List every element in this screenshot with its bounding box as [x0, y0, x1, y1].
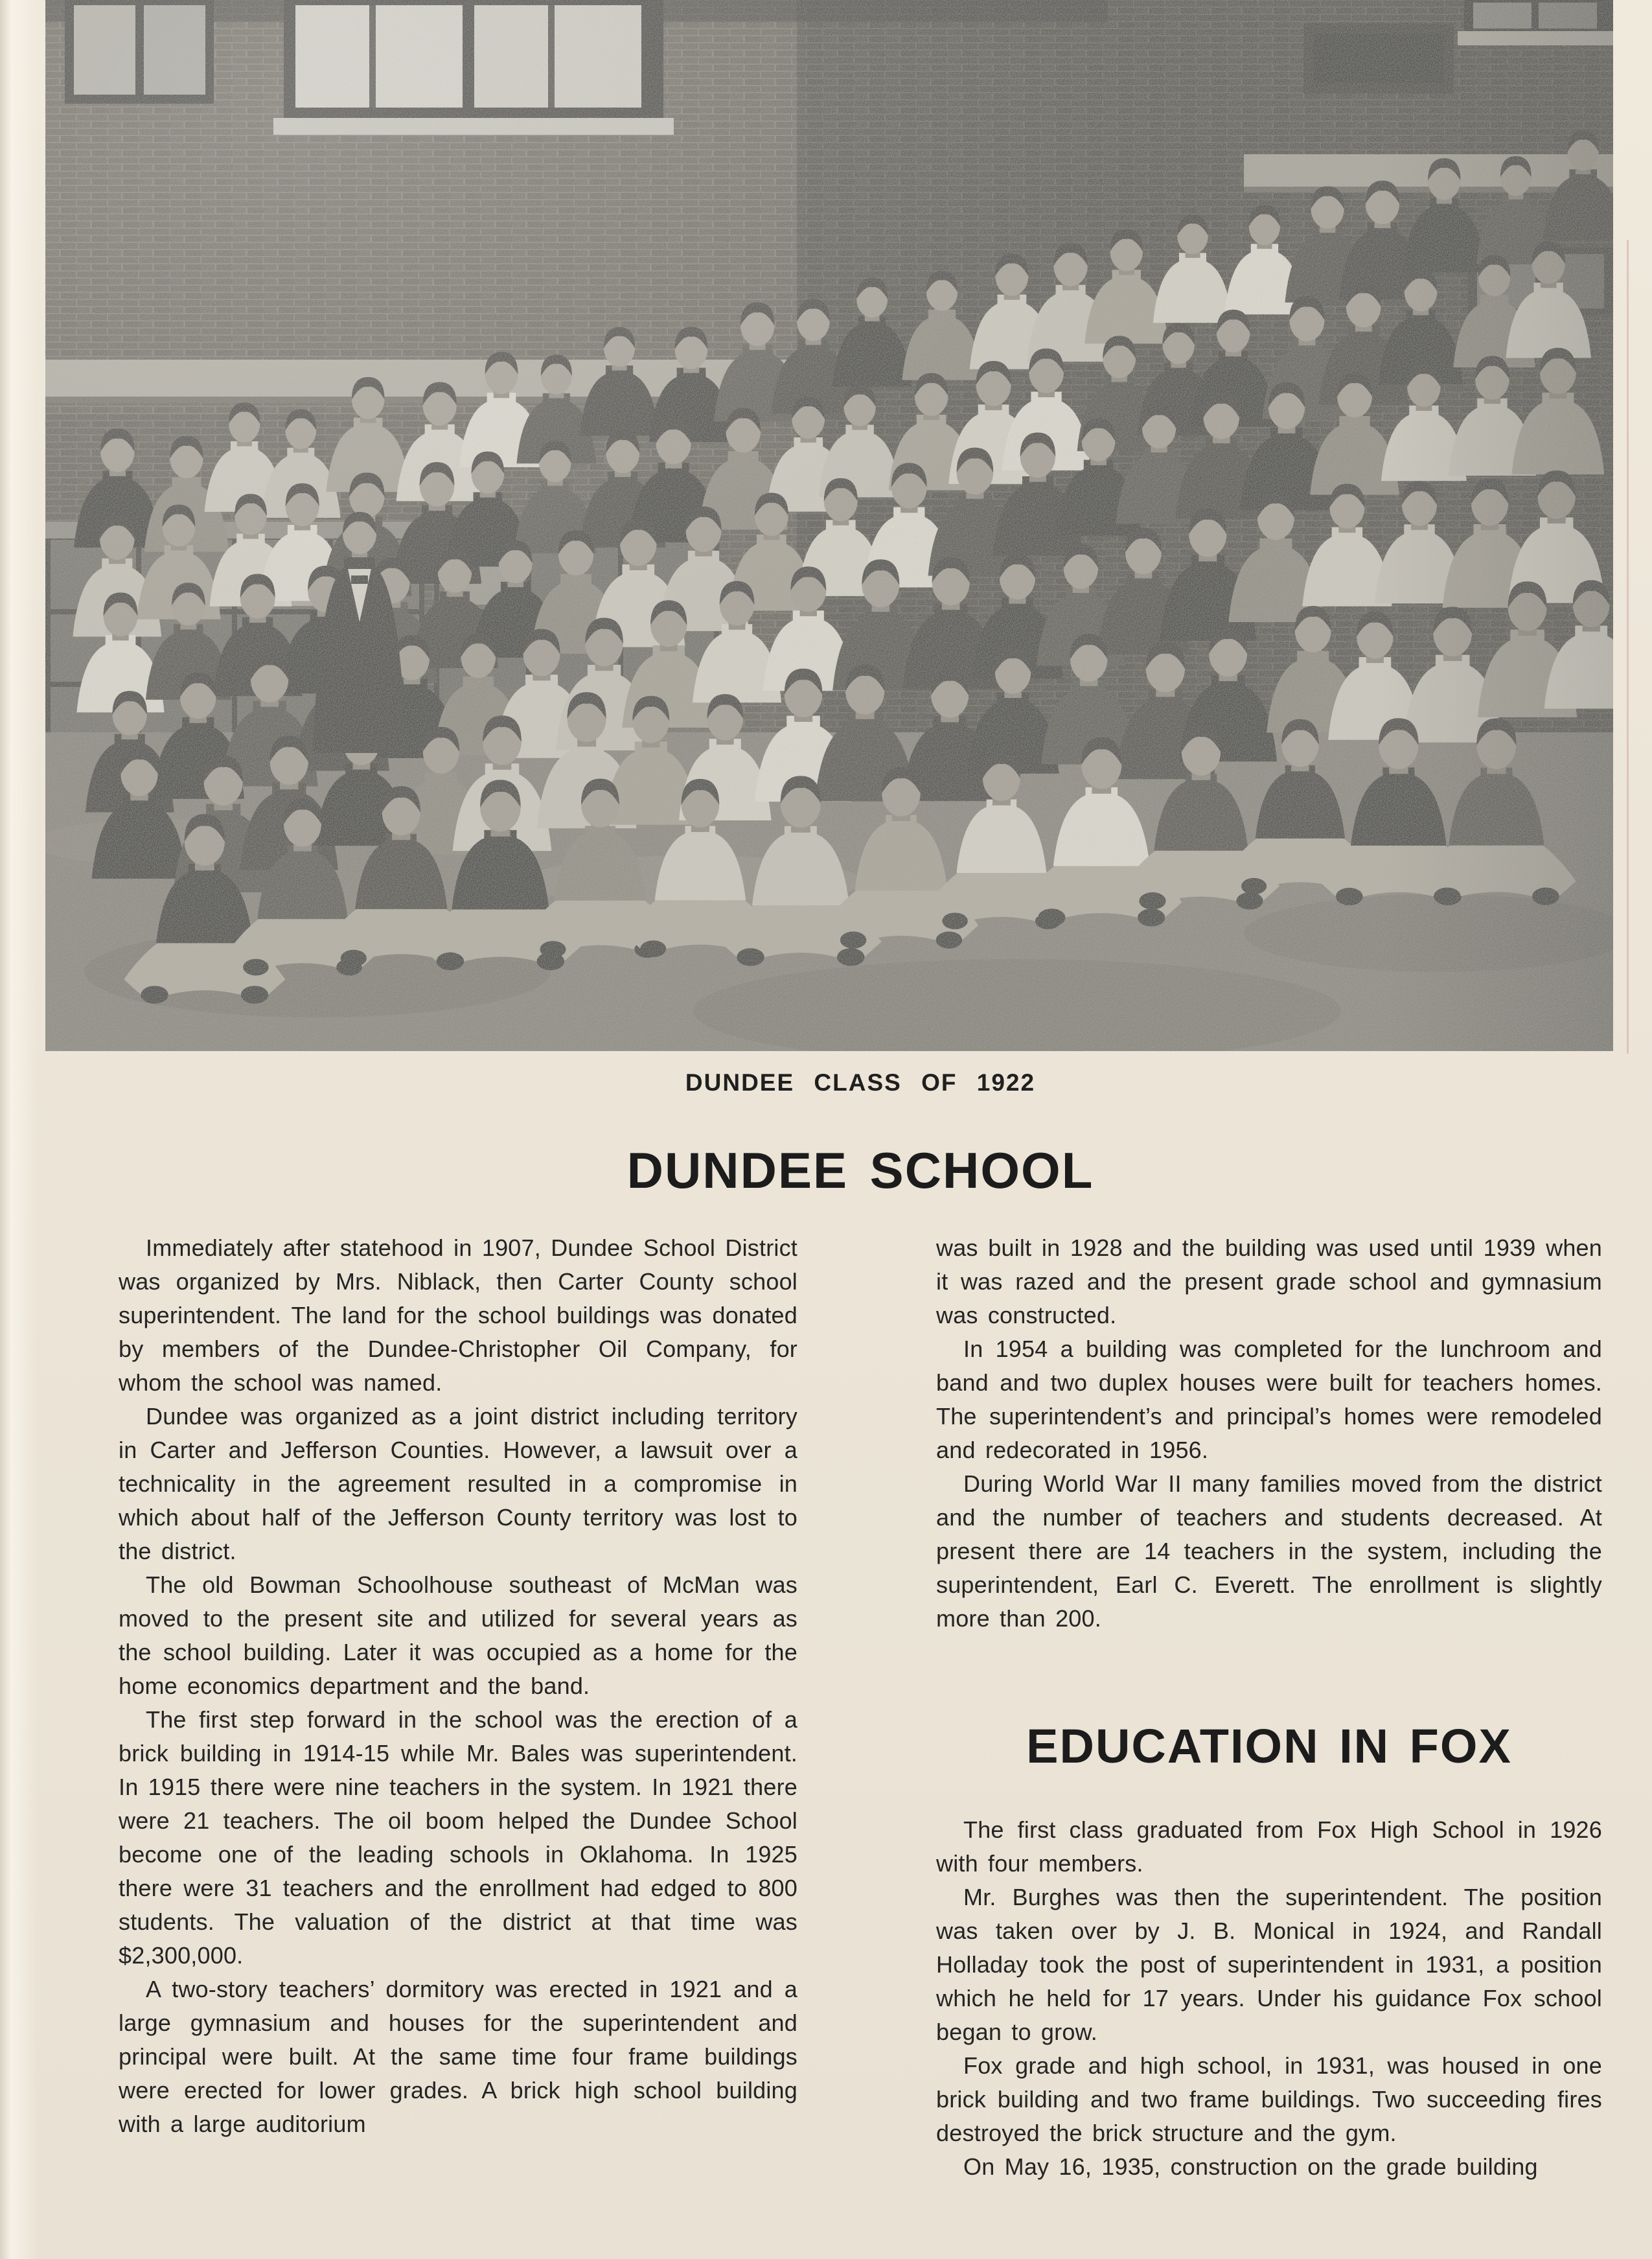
article-title: DUNDEE SCHOOL: [626, 1142, 1094, 1199]
paragraph: Immediately after statehood in 1907, Dundee School District was organized by Mrs. Niblack, then Carter County school superintendent. The land for the school buildings was donated by members of the Dundee-Christopher Oil Company, for whom the school was named.: [119, 1234, 797, 1396]
paragraph: Fox grade and high school, in 1931, was housed in one brick building and two frame buildings. Two succeeding fires destroyed the brick structure and the gym.: [936, 2052, 1602, 2146]
right-column: [936, 1231, 1602, 2184]
paragraph: A two-story teachers’ dormitory was erected in 1921 and a large gymnasium and houses for the superintendent and principal were built. At the same time four frame buildings were erected for lower grades. A brick high school building with a large auditorium: [119, 1976, 797, 2137]
scan-artifact-line: [1627, 240, 1629, 1054]
paragraph: In 1954 a building was completed for the lunchroom and band and two duplex houses were built for teachers homes. The superintendent’s and principal’s homes were remodeled and redecorated in 1956.: [936, 1336, 1602, 1463]
left-column: [119, 1231, 797, 2141]
paragraph: Mr. Burghes was then the superintendent. The position was taken over by J. B. Monical in 1924, and Randall Holladay took the post of superintendent in 1931, a position which he held for 17 years. Under his guidance Fox school began to grow.: [936, 1884, 1602, 2045]
paragraph: During World War II many families moved from the district and the number of teachers and students decreased. At present there are 14 teachers in the system, including the superintendent, Earl C. Everett. The enrollment is slightly more than 200.: [936, 1470, 1602, 1632]
paragraph: The first step forward in the school was the erection of a brick building in 1914-15 while Mr. Bales was superintendent. In 1915 there were nine teachers in the system. In 1921 there were 21 teachers. The oil boom helped the Dundee School become one of the leading schools in Oklahoma. In 1925 there were 31 teachers and the enrollment had edged to 800 students. The valuation of the district at that time was $2,300,000.: [119, 1706, 797, 1969]
photo-caption: DUNDEE CLASS OF 1922: [685, 1069, 1036, 1096]
paragraph: On May 16, 1935, construction on the grade building: [963, 2153, 1538, 2180]
paragraph: The old Bowman Schoolhouse southeast of McMan was moved to the present site and utilized for several years as the school building. Later it was occupied as a home for the home economics department and the band.: [119, 1571, 797, 1699]
paragraph: was built in 1928 and the building was used until 1939 when it was razed and the present grade school and gymnasium was constructed.: [936, 1234, 1602, 1328]
class-photo: [45, 0, 1613, 1051]
section-subheading: EDUCATION IN FOX: [1026, 1719, 1512, 1773]
page-edge-shadow: [0, 0, 38, 2259]
paragraph: Dundee was organized as a joint district including territory in Carter and Jefferson Counties. However, a lawsuit over a technicality in the agreement resulted in a compromise in which about half of the Jefferson County territory was lost to the district.: [119, 1403, 797, 1564]
paragraph: The first class graduated from Fox High School in 1926 with four members.: [936, 1816, 1602, 1877]
class-photo-illustration: [45, 0, 1613, 1051]
